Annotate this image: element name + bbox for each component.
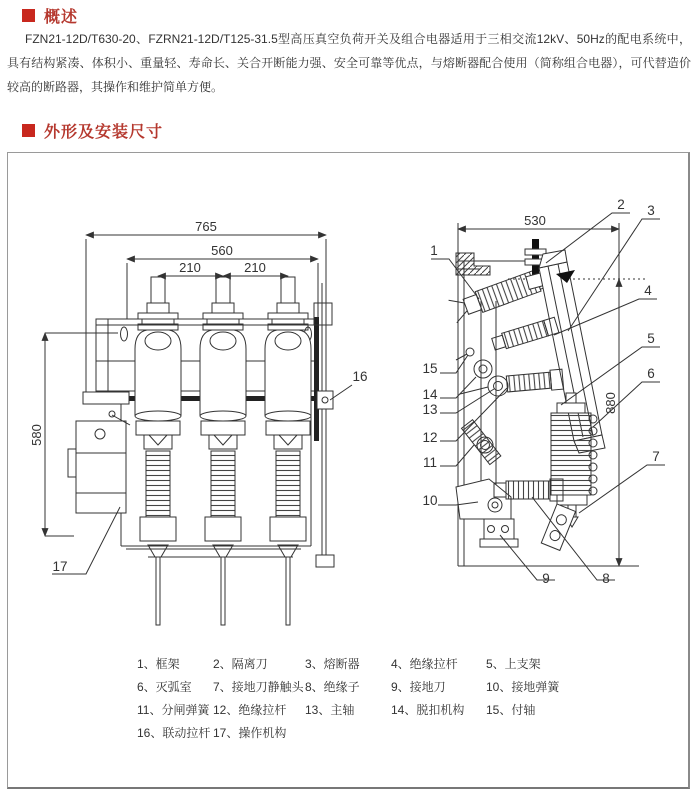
dim-210-left-label: 210 [179, 260, 201, 275]
overview-paragraph: FZN21-12D/T630-20、FZRN21-12D/T125-31.5型高压真空负荷开关及组合电器适用于三相交流12kV、50Hz的配电系统中，具有结构紧凑、体积小、重量轻、寿命长、关合开断能力强、安全可靠等优点，与熔断器配合使用（简称组合电器），可代替造价较高的断路器，其操作和维护简单方便。 [7, 32, 691, 94]
dim-560-label: 560 [211, 243, 233, 258]
legend-item: 10、接地弹簧 [486, 680, 560, 694]
callout-13: 13 [422, 402, 438, 417]
dim-580-label: 580 [29, 424, 44, 446]
legend-item: 6、灭弧室 [137, 680, 192, 694]
front-view-drawing [29, 219, 368, 625]
callout-6: 6 [647, 366, 655, 381]
callout-10: 10 [422, 493, 438, 508]
legend-item: 11、分闸弹簧 [137, 703, 210, 717]
legend-item: 7、接地刀静触头 [213, 680, 304, 694]
outline-drawing-svg [8, 153, 689, 653]
callout-11: 11 [422, 455, 438, 470]
legend-item: 14、脱扣机构 [391, 703, 465, 717]
legend-item: 17、操作机构 [213, 726, 287, 740]
callout-15: 15 [422, 361, 438, 376]
callout-14: 14 [422, 387, 438, 402]
parts-legend [137, 653, 559, 745]
legend-item: 4、绝缘拉杆 [391, 657, 458, 671]
dim-210-right-label: 210 [244, 260, 266, 275]
section-title-dimensions: 外形及安装尺寸 [44, 124, 164, 141]
callout-16: 16 [352, 369, 368, 384]
dim-530-label: 530 [524, 213, 546, 228]
section-title-overview: 概述 [44, 9, 79, 26]
legend-item: 15、付轴 [486, 703, 536, 717]
callout-4: 4 [644, 283, 652, 298]
callout-2: 2 [617, 197, 625, 212]
legend-item: 8、绝缘子 [305, 680, 360, 694]
callout-8: 8 [602, 571, 610, 586]
callout-1: 1 [430, 243, 438, 258]
callout-9: 9 [542, 571, 550, 586]
dim-880-label: 880 [603, 392, 618, 414]
section-bullet-icon [22, 9, 35, 22]
legend-item: 9、接地刀 [391, 680, 446, 694]
figure-frame [7, 152, 690, 789]
callout-12: 12 [422, 430, 438, 445]
legend-item: 3、熔断器 [305, 657, 360, 671]
legend-item: 2、隔离刀 [213, 657, 268, 671]
callout-7: 7 [652, 449, 660, 464]
legend-item: 12、绝缘拉杆 [213, 703, 287, 717]
legend-item: 13、主轴 [305, 703, 355, 717]
side-view-drawing [422, 197, 665, 586]
dim-765-label: 765 [195, 219, 217, 234]
callout-17: 17 [52, 559, 68, 574]
legend-item: 1、框架 [137, 657, 180, 671]
callout-5: 5 [647, 331, 655, 346]
legend-item: 5、上支架 [486, 657, 541, 671]
section-bullet-icon [22, 124, 35, 137]
legend-item: 16、联动拉杆 [137, 726, 211, 740]
callout-3: 3 [647, 203, 655, 218]
